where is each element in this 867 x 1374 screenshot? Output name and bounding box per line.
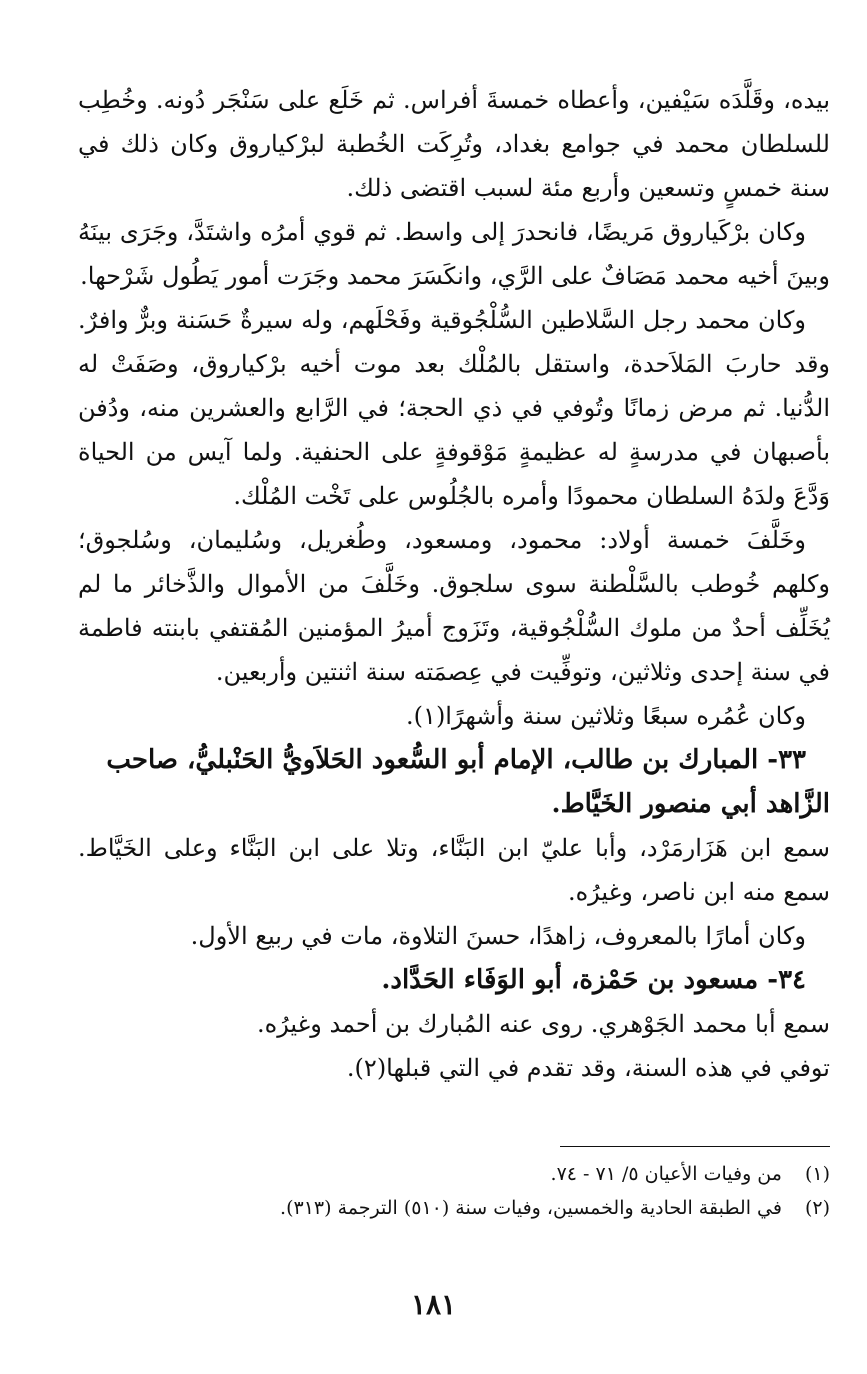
footnote-2-number: (٢) — [804, 1197, 830, 1219]
entry-33-paragraph-2: وكان أمارًا بالمعروف، زاهدًا، حسنَ التلاوة، مات في ربيع الأول. — [190, 922, 806, 950]
entry-34-paragraph-2: توفي في هذه السنة، وقد تقدم في التي قبلها(٢). — [346, 1054, 830, 1082]
entry-34-paragraph-1: سمع أبا محمد الجَوْهري. روى عنه المُبارك بن أحمد وغيرُه. — [256, 1010, 830, 1038]
paragraph-3: وكان محمد رجل السَّلاطين السُّلْجُوقية وفَحْلَهم، وله سيرةٌ حَسَنة وبرٌّ وافرٌ. وقد حاربَ المَلاَحدة، واستقل بالمُلْك بعد موت أخيه برْكياروق، وصَفَتْ له الدُّنيا. ثم مرض زمانًا وتُوفي في ذي الحجة؛ في الرَّابع والعشرين منه، ودُفن بأصبهان في مدرسةٍ له عظيمةٍ مَوْقوفةٍ على الحنفية. ولما آيس من الحياة وَدَّعَ ولدَهُ السلطان محمودًا وأمره بالجُلُوس على تَخْت المُلْك. — [78, 306, 830, 510]
footnotes — [78, 1146, 830, 1225]
entry-heading-34: ٣٤- مسعود بن حَمْزة، أبو الوَفَاء الحَدَّاد. — [381, 965, 806, 995]
footnote-2 — [78, 1191, 830, 1225]
paragraph-2: وكان برْكَياروق مَريضًا، فانحدرَ إلى واسط. ثم قوي أمرُه واشتَدَّ، وجَرَى بينَهُ وبينَ أخيه محمد مَصَافٌ على الرَّي، وانكَسَرَ محمد وجَرَت أمور يَطُول شَرْحها. — [78, 218, 830, 290]
paragraph-5: وكان عُمُره سبعًا وثلاثين سنة وأشهرًا(١). — [406, 702, 806, 730]
footnote-1 — [78, 1157, 830, 1191]
entry-33-paragraph-1: سمع ابن هَزَارمَرْد، وأبا عليّ ابن البَنَّاء، وتلا على ابن البَنَّاء وعلى الخَيَّاط. سمع منه ابن ناصر، وغيرُه. — [78, 834, 830, 906]
footnote-2-text: في الطبقة الحادية والخمسين، وفيات سنة (٥١٠) الترجمة (٣١٣). — [280, 1197, 782, 1219]
paragraph-1: بيده، وقَلَّدَه سَيْفين، وأعطاه خمسةَ أفراس. ثم خَلَع على سَنْجَر دُونه. وخُطِب للسلطان محمد في جوامع بغداد، وتُرِكَت الخُطبة لبرْكياروق وكان ذلك في سنة خمسٍ وتسعين وأربع مئة لسبب اقتضى ذلك. — [78, 86, 830, 202]
footnote-separator — [560, 1146, 830, 1147]
footnote-1-text: من وفيات الأعيان ٥/ ٧١ - ٧٤. — [550, 1163, 782, 1185]
paragraph-4: وخَلَّفَ خمسة أولاد: محمود، ومسعود، وطُغريل، وسُليمان، وسُلجوق؛ وكلهم خُوطب بالسَّلْطنة سوى سلجوق. وخَلَّفَ من الأموال والذَّخائر ما لم يُخَلِّف أحدٌ من ملوك السُّلْجُوقية، وتَزَوج أميرُ المؤمنين المُقتفي بابنته فاطمة في سنة إحدى وثلاثين، وتوفِّيت في عِصمَته سنة اثنتين وأربعين. — [78, 526, 830, 686]
page-body — [78, 78, 830, 1090]
footnote-1-number: (١) — [804, 1163, 830, 1185]
entry-heading-33: ٣٣- المبارك بن طالب، الإمام أبو السُّعود الحَلاَويُّ الحَنْبليُّ، صاحب الزَّاهد أبي منصور الخَيَّاط. — [106, 745, 830, 819]
page-number: ١٨١ — [410, 1288, 457, 1321]
